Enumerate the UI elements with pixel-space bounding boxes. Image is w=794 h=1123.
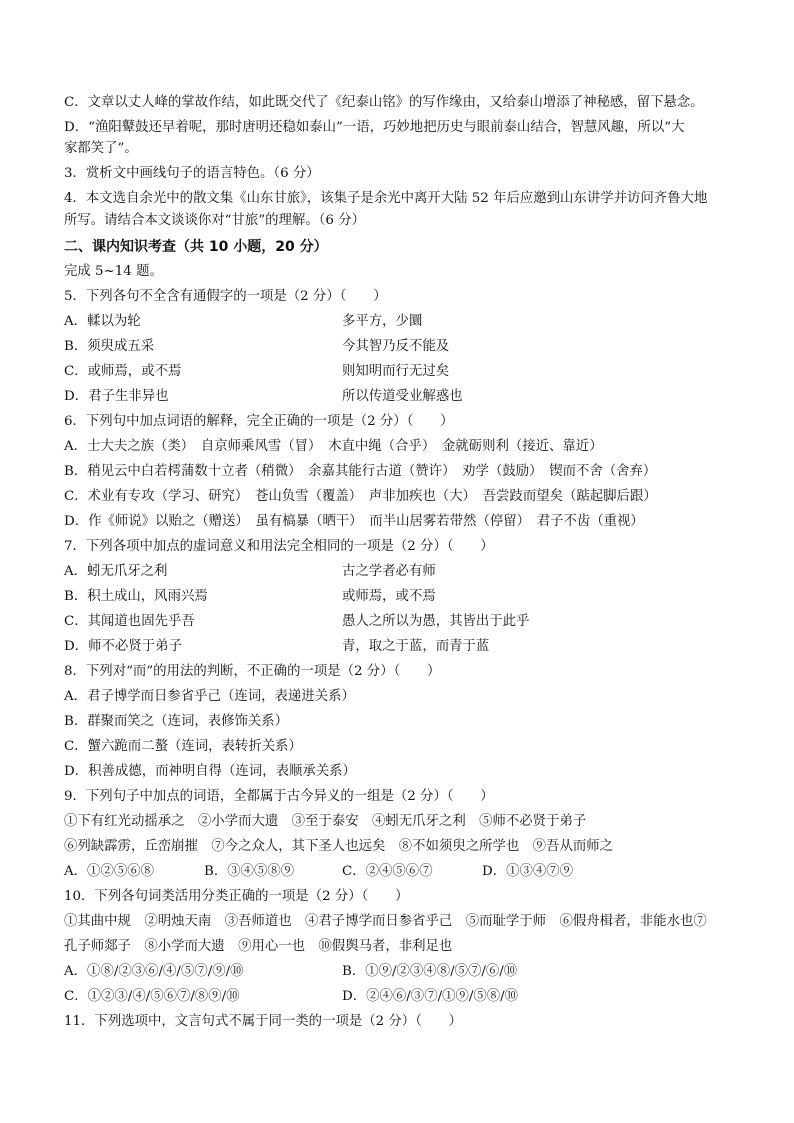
q9-items-line-2: ⑥列缺霹雳，丘峦崩摧 ⑦今之众人，其下圣人也远矣 ⑧不如须臾之所学也 ⑨吾从而师之 — [64, 839, 614, 854]
q7-option-c: C．其闻道也固先乎吾 — [64, 614, 195, 629]
q6-option-c: C．术业有专攻（学习、研究） 苍山负雪（覆盖） 声非加疾也（大） 吾尝跂而望矣（踮起脚后跟） — [64, 489, 657, 504]
q5-option-c-pair: 则知明而行无过矣 — [342, 364, 450, 379]
q6-option-b: B．稍见云中白若樗蒲数十立者（稍微） 余嘉其能行古道（赞许） 劝学（鼓励） 锲而不舍（舍弃） — [64, 464, 657, 479]
q10-answer-b: B．①⑨/②③④⑧/⑤⑦/⑥/⑩ — [342, 964, 518, 979]
question-8-stem: 8．下列对“而”的用法的判断，不正确的一项是（2 分）（ ） — [64, 664, 441, 679]
q5-option-b-pair: 今其智乃反不能及 — [342, 339, 450, 354]
q6-option-a: A．士大夫之族（类） 自京师乘风雪（冒） 木直中绳（合乎） 金就砺则利（接近、靠近） — [64, 439, 603, 454]
q6-option-d: D．作《师说》以贻之（赠送） 虽有槁暴（晒干） 而半山居雾若带然（停留） 君子不齿（重视） — [64, 514, 644, 529]
prev-question-option-d-continued: 家都笑了”。 — [64, 141, 138, 156]
q5-option-b: B．须臾成五采 — [64, 339, 155, 354]
section-heading: 二、课内知识考查（共 10 小题，20 分） — [64, 239, 328, 255]
section-intro: 完成 5~14 题。 — [64, 264, 163, 279]
q8-option-d: D．积善成德，而神明自得（连词，表顺承关系） — [64, 764, 356, 779]
q8-option-c: C．蟹六跪而二螯（连词，表转折关系） — [64, 739, 302, 754]
q9-answer-d: D．①③④⑦⑨ — [482, 864, 574, 879]
q9-items-line-1: ①下有红光动摇承之 ②小学而大遗 ③至于泰安 ④蚓无爪牙之利 ⑤师不必贤于弟子 — [64, 814, 587, 829]
q9-answer-b: B．③④⑤⑧⑨ — [204, 864, 295, 879]
q10-items-line-1: ①其曲中规 ②明烛天南 ③吾师道也 ④君子博学而日参省乎己 ⑤而耻学于师 ⑥假舟楫者，非能水也⑦ — [64, 914, 707, 929]
q5-option-a: A．輮以为轮 — [64, 314, 141, 329]
q5-option-d-pair: 所以传道受业解惑也 — [342, 389, 463, 404]
question-11-stem: 11．下列选项中，文言句式不属于同一类的一项是（2 分）（ ） — [64, 1014, 463, 1029]
q10-answer-c: C．①②③/④/⑤⑥⑦/⑧⑨/⑩ — [64, 989, 240, 1004]
q10-answer-a: A．①⑧/②③⑥/④/⑤⑦/⑨/⑩ — [64, 964, 244, 979]
q7-option-d-pair: 青，取之于蓝，而青于蓝 — [342, 639, 490, 654]
q7-option-b-pair: 或师焉，或不焉 — [342, 589, 436, 604]
q8-option-b: B．群聚而笑之（连词，表修饰关系） — [64, 714, 289, 729]
question-3: 3．赏析文中画线句子的语言特色。（6 分） — [64, 166, 320, 181]
q5-option-d: D．君子生非异也 — [64, 389, 169, 404]
q10-items-line-2: 孔子师郯子 ⑧小学而大遗 ⑨用心一也 ⑩假舆马者，非利足也 — [64, 939, 453, 954]
q7-option-d: D．师不必贤于弟子 — [64, 639, 182, 654]
q7-option-a: A．蚓无爪牙之利 — [64, 564, 168, 579]
q7-option-c-pair: 愚人之所以为愚，其皆出于此乎 — [342, 614, 530, 629]
q8-option-a: A．君子博学而日参省乎己（连词，表递进关系） — [64, 689, 355, 704]
question-4-continued: 所写。请结合本文谈谈你对“甘旅”的理解。（6 分） — [64, 213, 365, 228]
question-5-stem: 5．下列各句不全含有通假字的一项是（2 分）（ ） — [64, 289, 387, 304]
question-10-stem: 10．下列各句词类活用分类正确的一项是（2 分）（ ） — [64, 889, 409, 904]
q7-option-b: B．积土成山，风雨兴焉 — [64, 589, 208, 604]
question-9-stem: 9．下列句子中加点的词语，全都属于古今异义的一组是（2 分）（ ） — [64, 789, 494, 804]
q10-answer-d: D．②④⑥/③⑦/①⑨/⑤⑧/⑩ — [342, 989, 519, 1004]
q9-answer-c: C．②④⑤⑥⑦ — [342, 864, 433, 879]
q9-answer-a: A．①②⑤⑥⑧ — [64, 864, 155, 879]
question-4: 4．本文选自余光中的散文集《山东甘旅》，该集子是余光中离开大陆 52 年后应邀到山东讲学并访问齐鲁大地 — [64, 191, 708, 206]
question-6-stem: 6．下列句中加点词语的解释，完全正确的一项是（2 分）（ ） — [64, 414, 454, 429]
q5-option-a-pair: 多平方，少圜 — [342, 314, 423, 329]
prev-question-option-d: D．“渔阳鼙鼓还早着呢，那时唐明还稳如泰山”一语，巧妙地把历史与眼前泰山结合，智慧风趣，所以“大 — [64, 120, 685, 135]
q7-option-a-pair: 古之学者必有师 — [342, 564, 436, 579]
prev-question-option-c: C．文章以丈人峰的掌故作结，如此既交代了《纪泰山铭》的写作缘由，又给泰山增添了神秘感，留下悬念。 — [64, 95, 704, 110]
q5-option-c: C．或师焉，或不焉 — [64, 364, 182, 379]
question-7-stem: 7．下列各项中加点的虚词意义和用法完全相同的一项是（2 分）（ ） — [64, 539, 494, 554]
